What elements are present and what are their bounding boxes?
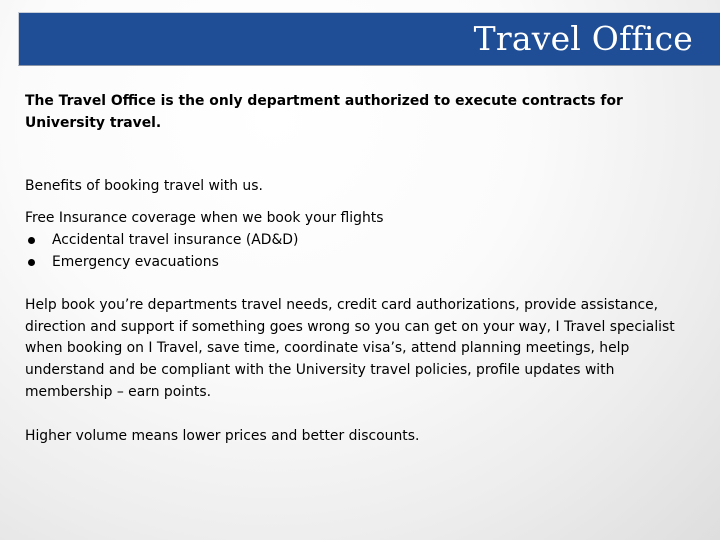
insurance-list [25,230,690,274]
intro-paragraph: The Travel Office is the only department authorized to execute contracts for University travel. [25,93,623,131]
title-bar [18,12,720,66]
list-item-text: Emergency evacuations [52,253,219,270]
help-paragraph: Help book you’re departments travel needs, credit card authorizations, provide assistance, direction and support if something goes wrong so you can get on your way, I Travel specialist when booking on I Travel, save time, coordinate visa’s, attend planning meetings, help understand and be compliant with the University travel policies, profile updates with membership – earn points. [25,296,675,400]
slide-content [25,91,690,448]
list-item [25,252,690,274]
slide-title: Travel Office [473,19,693,58]
insurance-heading: Free Insurance coverage when we book your flights [25,210,384,227]
bullet-icon [28,259,35,266]
benefits-heading: Benefits of booking travel with us. [25,177,263,194]
bullet-icon [28,237,35,244]
volume-paragraph: Higher volume means lower prices and better discounts. [25,427,420,444]
list-item-text: Accidental travel insurance (AD&D) [52,232,299,249]
list-item [25,230,690,252]
